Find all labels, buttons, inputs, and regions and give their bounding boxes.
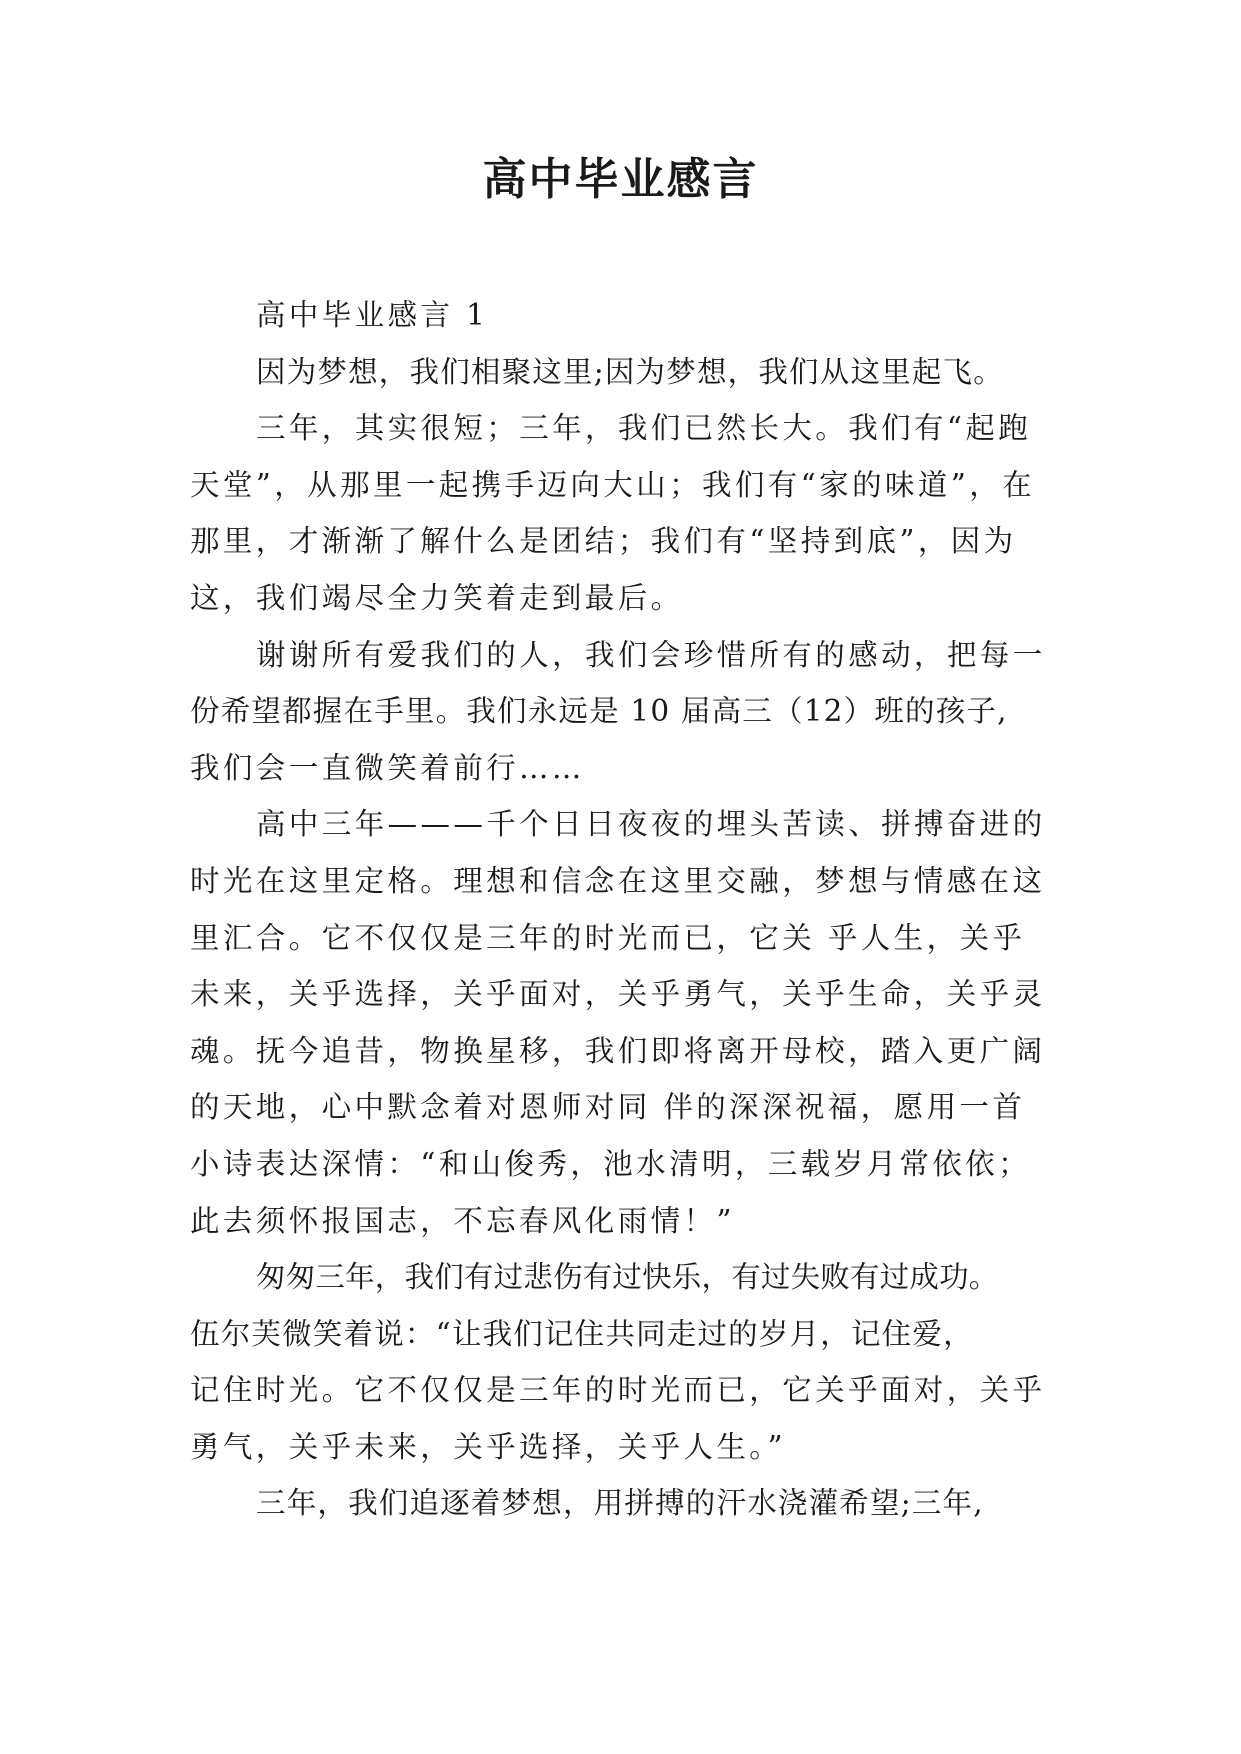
- paragraph-line: 因为梦想，我们相聚这里;因为梦想，我们从这里起飞。: [256, 354, 1004, 389]
- document-body: [190, 287, 1060, 1532]
- section-heading: 高中毕业感言 1: [256, 298, 489, 332]
- paragraph-line: 三年，我们追逐着梦想，用拼搏的汗水浇灌希望;三年,: [256, 1486, 984, 1521]
- paragraph-line: 谢谢所有爱我们的人，我们会珍惜所有的感动，把每一: [256, 637, 1046, 672]
- paragraph-line: 记住时光。它不仅仅是三年的时光而已，它关乎面对，关乎: [190, 1373, 1046, 1408]
- paragraph-line: 三年，其实很短；三年，我们已然长大。我们有“起跑: [256, 411, 1032, 446]
- paragraph-line: 高中三年———千个日日夜夜的埋头苦读、拼搏奋进的: [256, 807, 1046, 842]
- paragraph-line: 未来，关乎选择，关乎面对，关乎勇气，关乎生命，关乎灵: [190, 977, 1046, 1012]
- paragraph-line: 里汇合。它不仅仅是三年的时光而已，它关 乎人生，关乎: [190, 920, 1026, 955]
- paragraph-line: 勇气，关乎未来，关乎选择，关乎人生。”: [190, 1429, 786, 1464]
- paragraph-line: 伍尔芙微笑着说：“让我们记住共同走过的岁月，记住爱，: [190, 1316, 974, 1351]
- paragraph-line: 份希望都握在手里。我们永远是 10 届高三（12）班的孩子,: [190, 694, 1008, 729]
- paragraph-line: 天堂”，从那里一起携手迈向大山；我们有“家的味道”，在: [190, 467, 1036, 502]
- paragraph-line: 那里，才渐渐了解什么是团结；我们有“坚持到底”，因为: [190, 524, 1017, 559]
- paragraph-line: 小诗表达深情：“和山俊秀，池水清明，三载岁月常依依；: [190, 1146, 1031, 1181]
- paragraph-line: 魂。抚今追昔，物换星移，我们即将离开母校，踏入更广阔: [190, 1033, 1046, 1068]
- paragraph-line: 这，我们竭尽全力笑着走到最后。: [190, 580, 684, 615]
- paragraph-line: 此去须怀报国志，不忘春风化雨情！”: [190, 1203, 735, 1238]
- paragraph-line: 我们会一直微笑着前行……: [190, 750, 585, 785]
- paragraph-line: 的天地，心中默念着对恩师对同 伴的深深祝福，愿用一首: [190, 1090, 1026, 1125]
- paragraph-line: 时光在这里定格。理想和信念在这里交融，梦想与情感在这: [190, 863, 1046, 898]
- document-title: 高中毕业感言: [482, 154, 759, 205]
- paragraph-line: 匆匆三年，我们有过悲伤有过快乐，有过失败有过成功。: [256, 1260, 999, 1295]
